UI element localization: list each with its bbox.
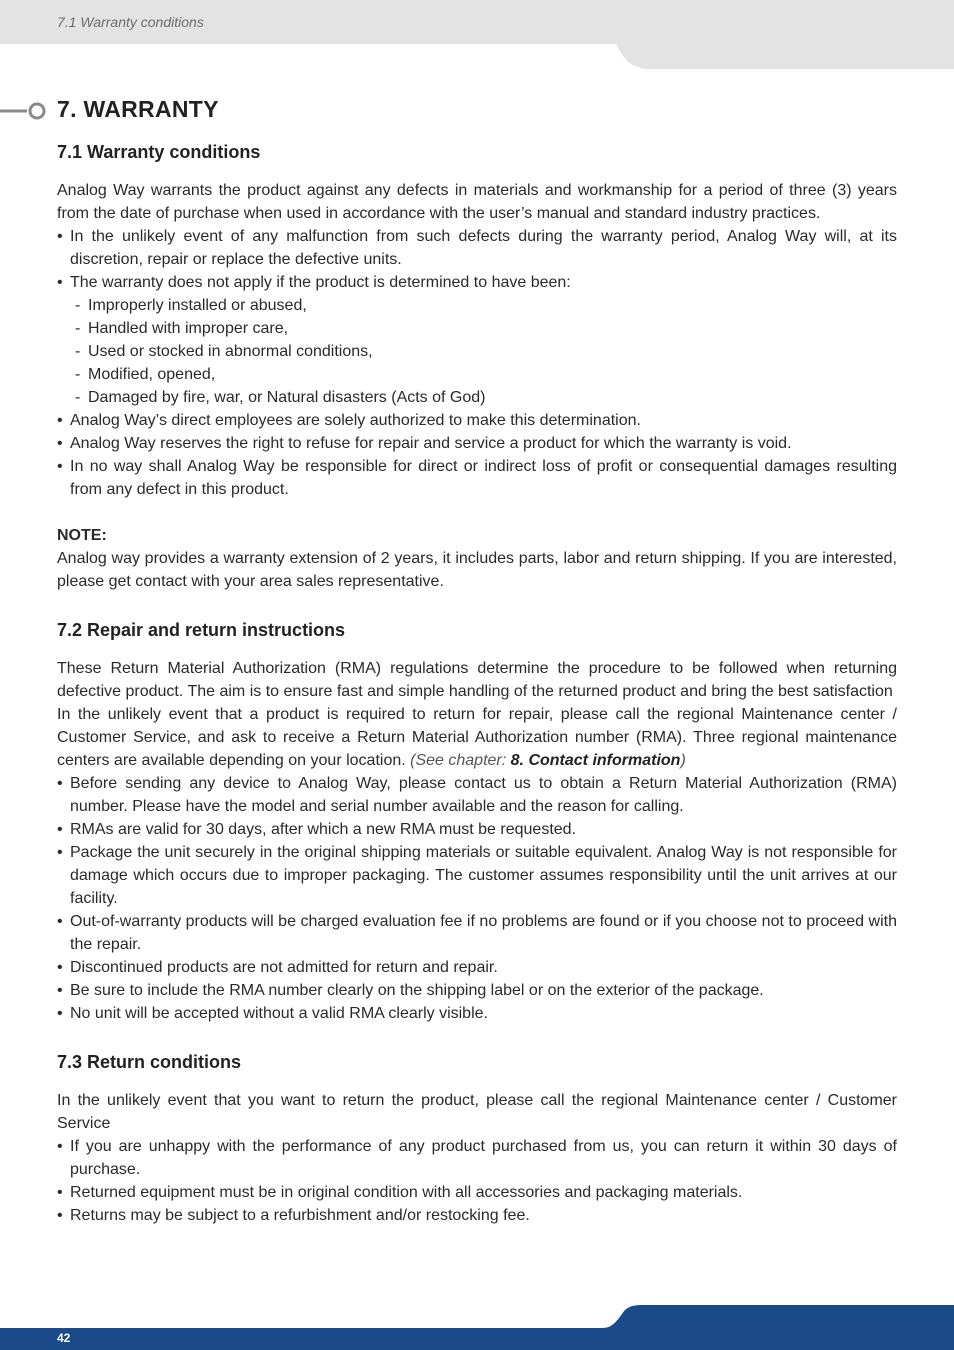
note-label: NOTE:: [57, 527, 107, 544]
footer-bar: [0, 1304, 954, 1350]
note-text: Analog way provides a warranty extension of 2 years, it includes parts, labor and return shipping. If you are interested, please get contact with your area sales representative.: [57, 550, 897, 590]
list-item: • RMAs are valid for 30 days, after which a new RMA must be requested.: [57, 818, 897, 841]
list-item-text: The warranty does not apply if the product is determined to have been:: [70, 274, 571, 291]
list-item: [57, 271, 897, 409]
list-item: • If you are unhappy with the performance of any product purchased from us, you can return it within 30 days of purchase.: [57, 1135, 897, 1181]
running-header: 7.1 Warranty conditions: [57, 14, 204, 30]
section-return-conditions: [57, 1049, 897, 1227]
reference-prefix: (See chapter:: [410, 752, 507, 769]
bullet-list: [57, 1135, 897, 1227]
section-heading: 7.1 Warranty conditions: [57, 142, 261, 162]
list-item: • In no way shall Analog Way be responsible for direct or indirect loss of profit or consequential damages resulting from any defect in this product.: [57, 455, 897, 501]
list-item: • Analog Way’s direct employees are solely authorized to make this determination.: [57, 409, 897, 432]
list-item: • Before sending any device to Analog Way, please contact us to obtain a Return Material Authorization (RMA) number. Please have the model and serial number available and the reason for calling.: [57, 772, 897, 818]
header-bar: [0, 0, 954, 70]
sub-list-item: - Handled with improper care,: [75, 317, 897, 340]
section-heading: 7.3 Return conditions: [57, 1052, 242, 1072]
sub-list-item: - Damaged by fire, war, or Natural disasters (Acts of God): [75, 386, 897, 409]
chapter-reference: [410, 752, 686, 769]
section-warranty-conditions: [57, 139, 897, 593]
list-item: • Be sure to include the RMA number clearly on the shipping label or on the exterior of the package.: [57, 979, 897, 1002]
list-item: • Returned equipment must be in original condition with all accessories and packaging materials.: [57, 1181, 897, 1204]
page-number: 42: [57, 1331, 71, 1345]
contact-information-link[interactable]: 8. Contact information: [510, 752, 681, 769]
paragraph: In the unlikely event that you want to return the product, please call the regional Maintenance center / Customer Service: [57, 1092, 897, 1132]
list-item: • Package the unit securely in the original shipping materials or suitable equivalent. Analog Way is not responsible for damage which occurs due to improper packaging. The customer assumes responsibility until the unit arrives at our facility.: [57, 841, 897, 910]
paragraph: [57, 703, 897, 772]
list-item: • Discontinued products are not admitted for return and repair.: [57, 956, 897, 979]
sub-list-item: - Modified, opened,: [75, 363, 897, 386]
reference-suffix: ): [680, 752, 686, 769]
list-item: • Returns may be subject to a refurbishment and/or restocking fee.: [57, 1204, 897, 1227]
list-item: • No unit will be accepted without a valid RMA clearly visible.: [57, 1002, 897, 1025]
sub-list-item: - Used or stocked in abnormal conditions,: [75, 340, 897, 363]
section-repair-return: [57, 617, 897, 1025]
chapter-title: 7. WARRANTY: [57, 96, 219, 122]
section-heading: 7.2 Repair and return instructions: [57, 620, 346, 640]
list-item: • Analog Way reserves the right to refuse for repair and service a product for which the warranty is void.: [57, 432, 897, 455]
page-content: [57, 139, 897, 1227]
bullet-list: [57, 772, 897, 1025]
paragraph: These Return Material Authorization (RMA) regulations determine the procedure to be followed when returning defective product. The aim is to ensure fast and simple handling of the returned product and bring the best satisfaction: [57, 660, 897, 700]
list-item: • Out-of-warranty products will be charged evaluation fee if no problems are found or if you choose not to proceed with the repair.: [57, 910, 897, 956]
list-item: • In the unlikely event of any malfunction from such defects during the warranty period, Analog Way will, at its discretion, repair or replace the defective units.: [57, 225, 897, 271]
sub-list-item: - Improperly installed or abused,: [75, 294, 897, 317]
paragraph-text: In the unlikely event that a product is required to return for repair, please call the regional Maintenance center / Customer Service, and ask to receive a Return Material Authorization number (RMA). Three regional maintenance centers are available depending on your location.: [57, 706, 897, 769]
paragraph: Analog Way warrants the product against any defects in materials and workmanship for a period of three (3) years from the date of purchase when used in accordance with the user’s manual and standard industry practices.: [57, 182, 897, 222]
bullet-list: [57, 225, 897, 501]
chapter-marker-icon: [0, 100, 48, 122]
sub-list: [75, 294, 897, 409]
